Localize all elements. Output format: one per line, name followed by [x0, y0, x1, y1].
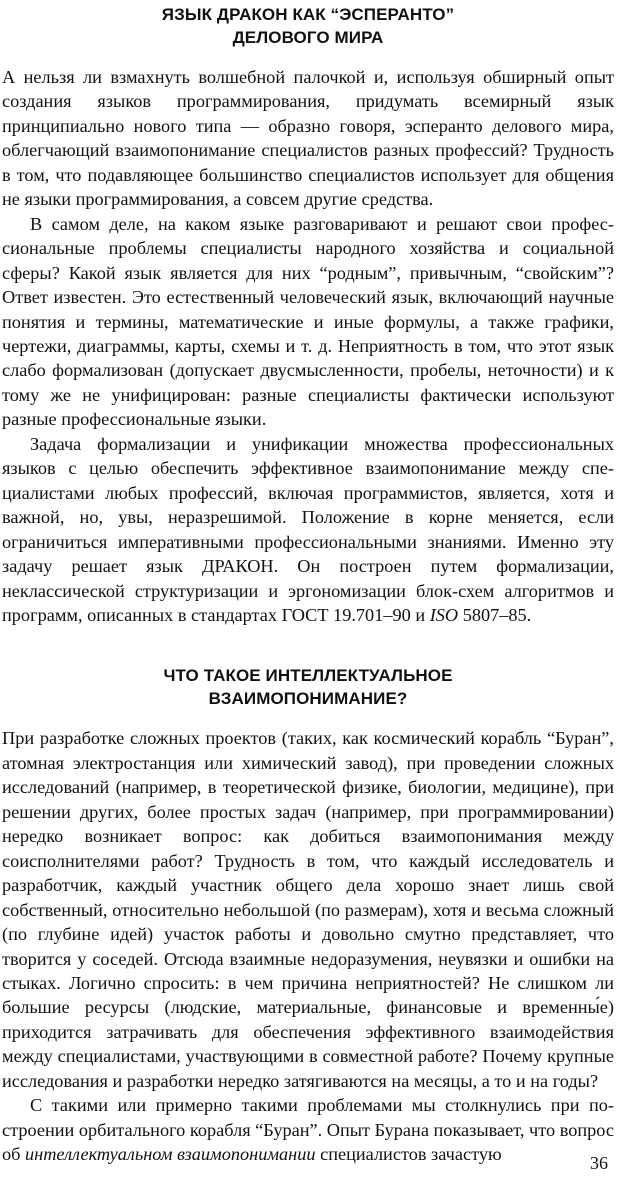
section-heading-drakon-esperanto [2, 0, 614, 49]
italic-phrase: интеллектуальном взаимопонимании [25, 1144, 316, 1165]
iso-italic: ISO [429, 604, 459, 625]
heading-line: ВЗАИМОПОНИМАНИЕ? [208, 689, 408, 709]
page-number: 36 [590, 1153, 608, 1173]
paragraph-text: специалистов зачастую [315, 1144, 502, 1165]
paragraph: В самом деле, на каком языке разговаривают и решают свои профессиональные проблемы специалисты народного хозяйства и социальной сферы? Какой язык является для них “родным”, привычным, “свойским”? Ответ известен. Это естественный человеческий язык, включающий научные понятия и термины, математические и иные формулы, а также графики, чертежи, диаграммы, карты, схемы и т. д. Неприятность в том, что этот язык слабо формализован (допускает двусмысленности, пробелы, неточности) и к тому же не унифицирован: разные специалисты фактически используют разные профессиональные языки. [2, 213, 614, 430]
paragraph: А нельзя ли взмахнуть волшебной палочкой и, используя обширный опыт создания языков программирования, придумать всемирный язык принципиально нового типа — образно говоря, эсперанто делового мира, облегчающий взаимопонимание специалистов разных профессий? Трудность в том, что подавляющее большинство специалистов использует для общения не языки программирования, а совсем другие средства. [2, 67, 614, 210]
paragraph-text: 5807–85. [458, 604, 532, 625]
heading-line: ДЕЛОВОГО МИРА [232, 28, 384, 47]
paragraph [2, 432, 614, 628]
section-heading-intellectual-understanding [2, 664, 614, 710]
heading-line: ЧТО ТАКОЕ ИНТЕЛЛЕКТУАЛЬНОЕ [163, 666, 453, 686]
section-body-drakon-esperanto [2, 65, 614, 627]
paragraph [2, 1093, 614, 1166]
section-body-intellectual-understanding [2, 726, 614, 1166]
paragraph: При разработке сложных проектов (таких, как космический корабль “Буран”, атомная электростанция или химический завод), при проведении сложных исследований (например, в теоретической физике, биологии, медицине), при решении других, более простых задач (например, при программировании) нередко возникает вопрос: как добиться взаимопонимания между соисполнителями работ? Трудность в том, что каждый исследователь и разработчик, каждый участник общего дела хорошо знает лишь свой собственный, относительно небольшой (по размерам), хотя и весьма сложный (по глубине идей) участок работы и довольно смутно представляет, что творится у соседей. Отсюда взаимные недоразумения, неувязки и ошибки на стыках. Логично спросить: в чем причина неприятностей? Не слишком ли большие ресурсы (людские, материальные, финансовые и временны́е) приходится затрачивать для обеспечения эффективного взаимодействия между специалистами, участвующими в совместной работе? Почему крупные исследования и разработки нередко затягиваются на месяцы, а то и на годы? [2, 728, 614, 1091]
heading-line: ЯЗЫК ДРАКОН КАК “ЭСПЕРАНТО” [161, 5, 455, 24]
paragraph-text: С такими или примерно такими проблемами мы столкнулись при построении орбитального корабля “Буран”. Опыт Бурана показывает, что вопрос об [2, 1095, 614, 1165]
paragraph-text: Задача формализации и унификации множества профессиональных языков с целью обеспечить эффективное взаимопонимание между специалистами любых профессий, включая программистов, является, хотя и важной, но, увы, неразрешимой. Положение в корне меняется, если ограничиться императивными профессиональными знаниями. Именно эту задачу решает язык ДРАКОН. Он построен путем формализации, неклассической структуризации и эргономизации блок-схем алгоритмов и программ, описанных в стандартах ГОСТ 19.701–90 и [2, 433, 614, 625]
